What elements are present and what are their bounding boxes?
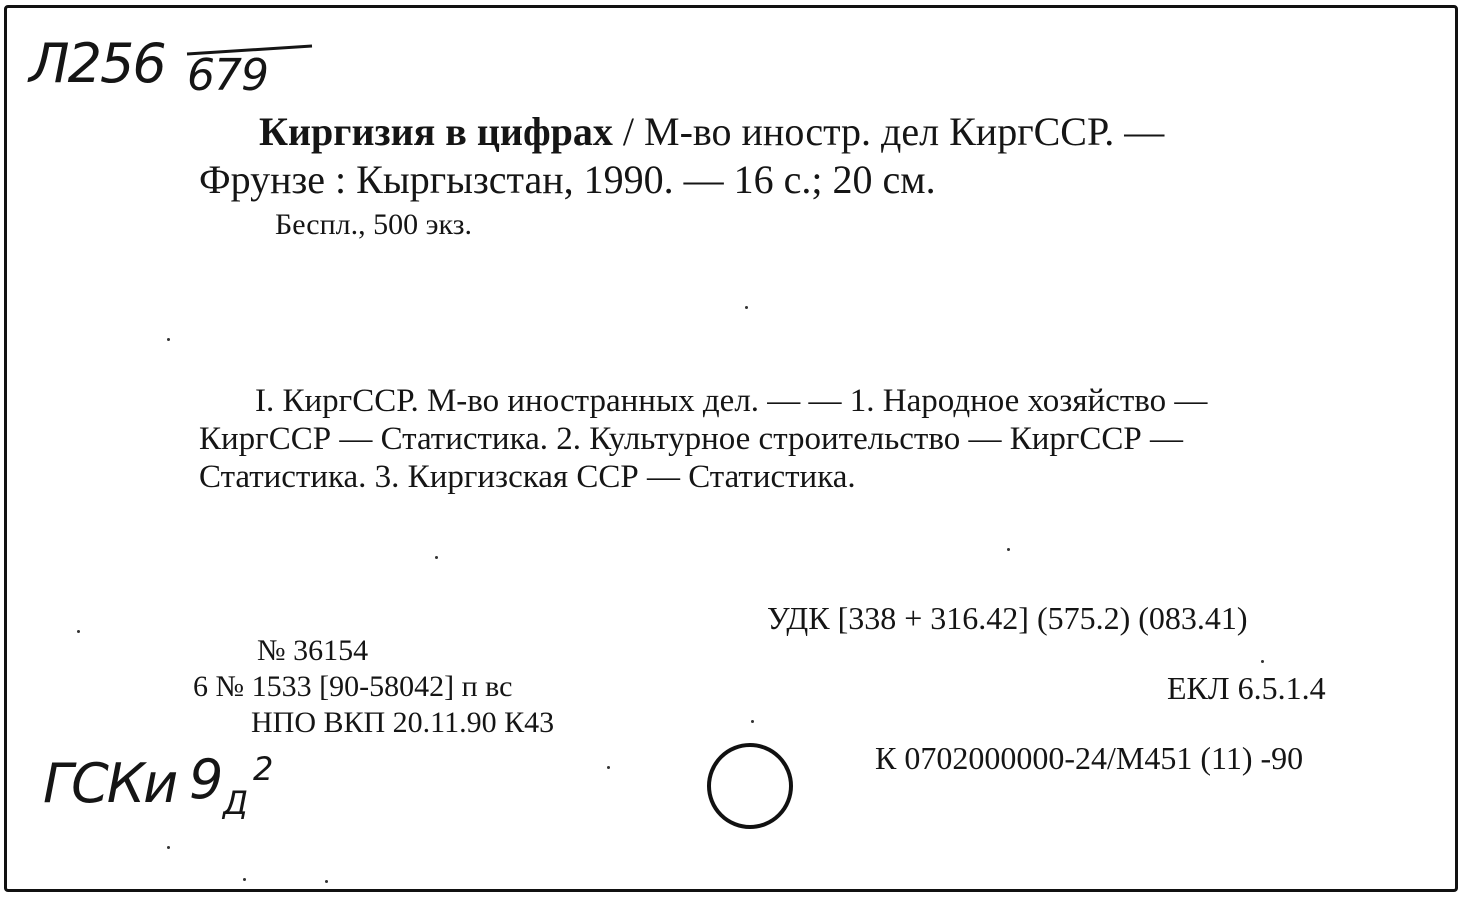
printer-info: НПО ВКП 20.11.90 К43 bbox=[251, 706, 555, 739]
location-sup: 2 bbox=[253, 750, 274, 788]
scan-speck bbox=[77, 630, 80, 633]
location-sub: Д bbox=[223, 784, 248, 822]
scan-speck bbox=[751, 720, 754, 723]
ekl-code: ЕКЛ 6.5.1.4 bbox=[1167, 670, 1326, 706]
catalog-card bbox=[4, 5, 1458, 892]
scan-speck bbox=[435, 556, 438, 559]
rod-hole-circle bbox=[707, 743, 793, 829]
scan-speck bbox=[167, 338, 170, 341]
subject-line-1: I. КиргССР. М-во иностранных дел. — — 1. Народное хозяйство — bbox=[255, 383, 1208, 419]
udk-code: УДК [338 + 316.42] (575.2) (083.41) bbox=[767, 600, 1248, 636]
title-line bbox=[259, 108, 1164, 155]
scan-speck bbox=[745, 306, 748, 309]
k-code: К 0702000000-24/М451 (11) -90 bbox=[875, 740, 1304, 776]
order-number: 6 № 1533 [90-58042] п вс bbox=[193, 670, 513, 703]
scan-speck bbox=[1007, 548, 1010, 551]
price-run: Беспл., 500 экз. bbox=[275, 208, 473, 241]
scan-speck bbox=[607, 766, 610, 769]
title: Киргизия в цифрах bbox=[259, 109, 613, 154]
card-number: № 36154 bbox=[257, 634, 369, 667]
location-suffix: 9 bbox=[189, 748, 224, 811]
shelf-mark: Л256 bbox=[29, 32, 165, 95]
scan-speck bbox=[1261, 660, 1264, 663]
imprint: Фрунзе : Кыргызстан, 1990. — 16 с.; 20 см. bbox=[199, 157, 936, 202]
scan-speck bbox=[243, 878, 246, 881]
location-code: ГСКи bbox=[43, 752, 177, 815]
shelf-number: 679 bbox=[187, 50, 268, 101]
scan-speck bbox=[325, 880, 328, 883]
subject-line-3: Статистика. 3. Киргизская ССР — Статистика. bbox=[199, 459, 856, 495]
responsibility: / М-во иностр. дел КиргССР. — bbox=[612, 109, 1165, 154]
subject-line-2: КиргССР — Статистика. 2. Культурное строительство — КиргССР — bbox=[199, 421, 1184, 457]
scan-speck bbox=[167, 846, 170, 849]
